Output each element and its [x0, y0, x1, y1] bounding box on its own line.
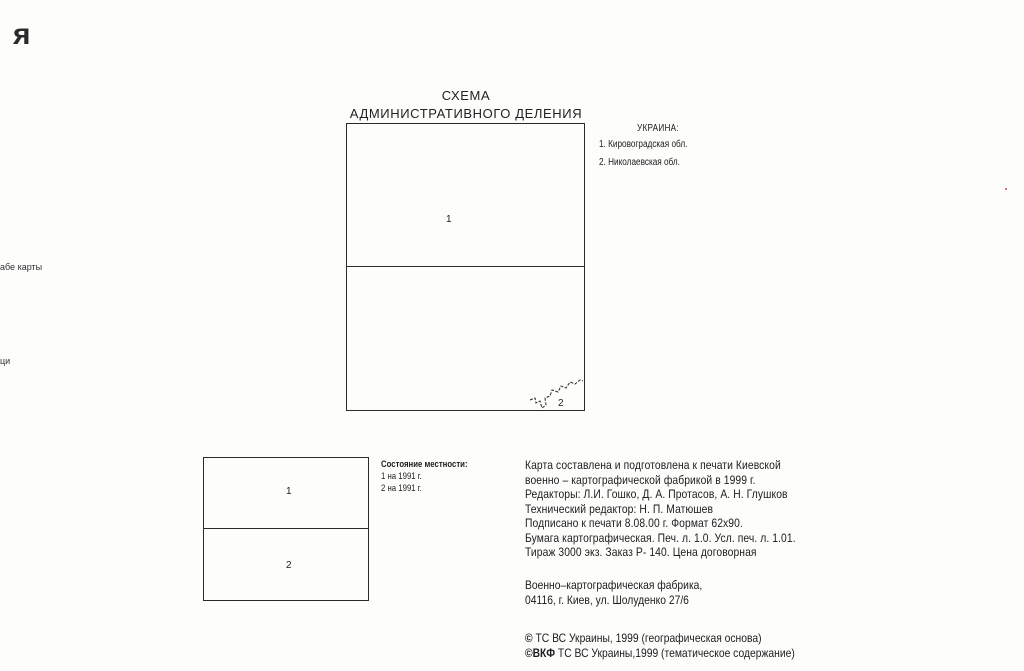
legend-header: УКРАИНА:: [637, 123, 679, 134]
sheet-scheme-label: 1: [286, 486, 292, 497]
terrain-state-note: [381, 459, 468, 495]
admin-boundary-line: [346, 266, 585, 267]
legend-item: 1. Кировоградская обл.: [599, 139, 688, 150]
left-edge-text-fragment: абе карты: [0, 262, 43, 272]
scheme-title: [336, 87, 596, 123]
sheet-scheme-label: 2: [286, 560, 292, 571]
region-boundary-sketch: [528, 378, 584, 412]
sheet-scheme-box: [203, 457, 369, 601]
copyright-icon: ©: [525, 631, 533, 645]
factory-line: Военно–картографическая фабрика,: [525, 578, 703, 592]
copyright-text: ТС ВС Украины, 1999 (географическая основа): [532, 631, 762, 645]
left-edge-text-fragment: ци: [0, 356, 11, 366]
terrain-state-item: 2 на 1991 г.: [381, 483, 422, 494]
admin-division-map: [346, 123, 585, 411]
imprint-line: Бумага картографическая. Печ. л. 1.0. Усл. печ. л. 1.01.: [525, 530, 796, 545]
copyright-line: [525, 646, 795, 661]
legend-item: 2. Николаевская обл.: [599, 157, 680, 168]
imprint-line: Редакторы: Л.И. Гошко, Д. А. Протасов, А. Н. Глушков: [525, 487, 788, 501]
terrain-state-title: Состояние местности:: [381, 459, 468, 470]
factory-address: [525, 578, 702, 607]
admin-region-label: 2: [558, 398, 564, 409]
imprint-line: Технический редактор: Н. П. Матюшев: [525, 501, 714, 516]
copyright-icon: ©ВКФ: [525, 646, 556, 660]
factory-line: 04116, г. Киев, ул. Шолуденко 27/6: [525, 592, 689, 607]
copyright-block: [525, 631, 795, 661]
print-speck: [1005, 188, 1007, 190]
sheet-scheme-divider: [203, 528, 369, 529]
imprint-line: Подписано к печати 8.08.00 г. Формат 62х90.: [525, 516, 743, 530]
imprint-line: Карта составлена и подготовлена к печати Киевской: [525, 458, 781, 472]
imprint-line: Тираж 3000 экз. Заказ Р- 140. Цена договорная: [525, 545, 757, 559]
imprint-block: [525, 458, 796, 560]
corner-letter-fragment: я: [13, 18, 31, 51]
scheme-title-line: АДМИНИСТРАТИВНОГО ДЕЛЕНИЯ: [349, 106, 583, 121]
imprint-line: военно – картографической фабрикой в 1999 г.: [525, 472, 756, 487]
terrain-state-item: 1 на 1991 г.: [381, 471, 422, 482]
copyright-line: [525, 631, 795, 646]
scheme-title-line: СХЕМА: [441, 88, 491, 103]
copyright-text: ТС ВС Украины,1999 (тематическое содержание): [555, 646, 795, 660]
admin-region-label: 1: [446, 214, 452, 225]
